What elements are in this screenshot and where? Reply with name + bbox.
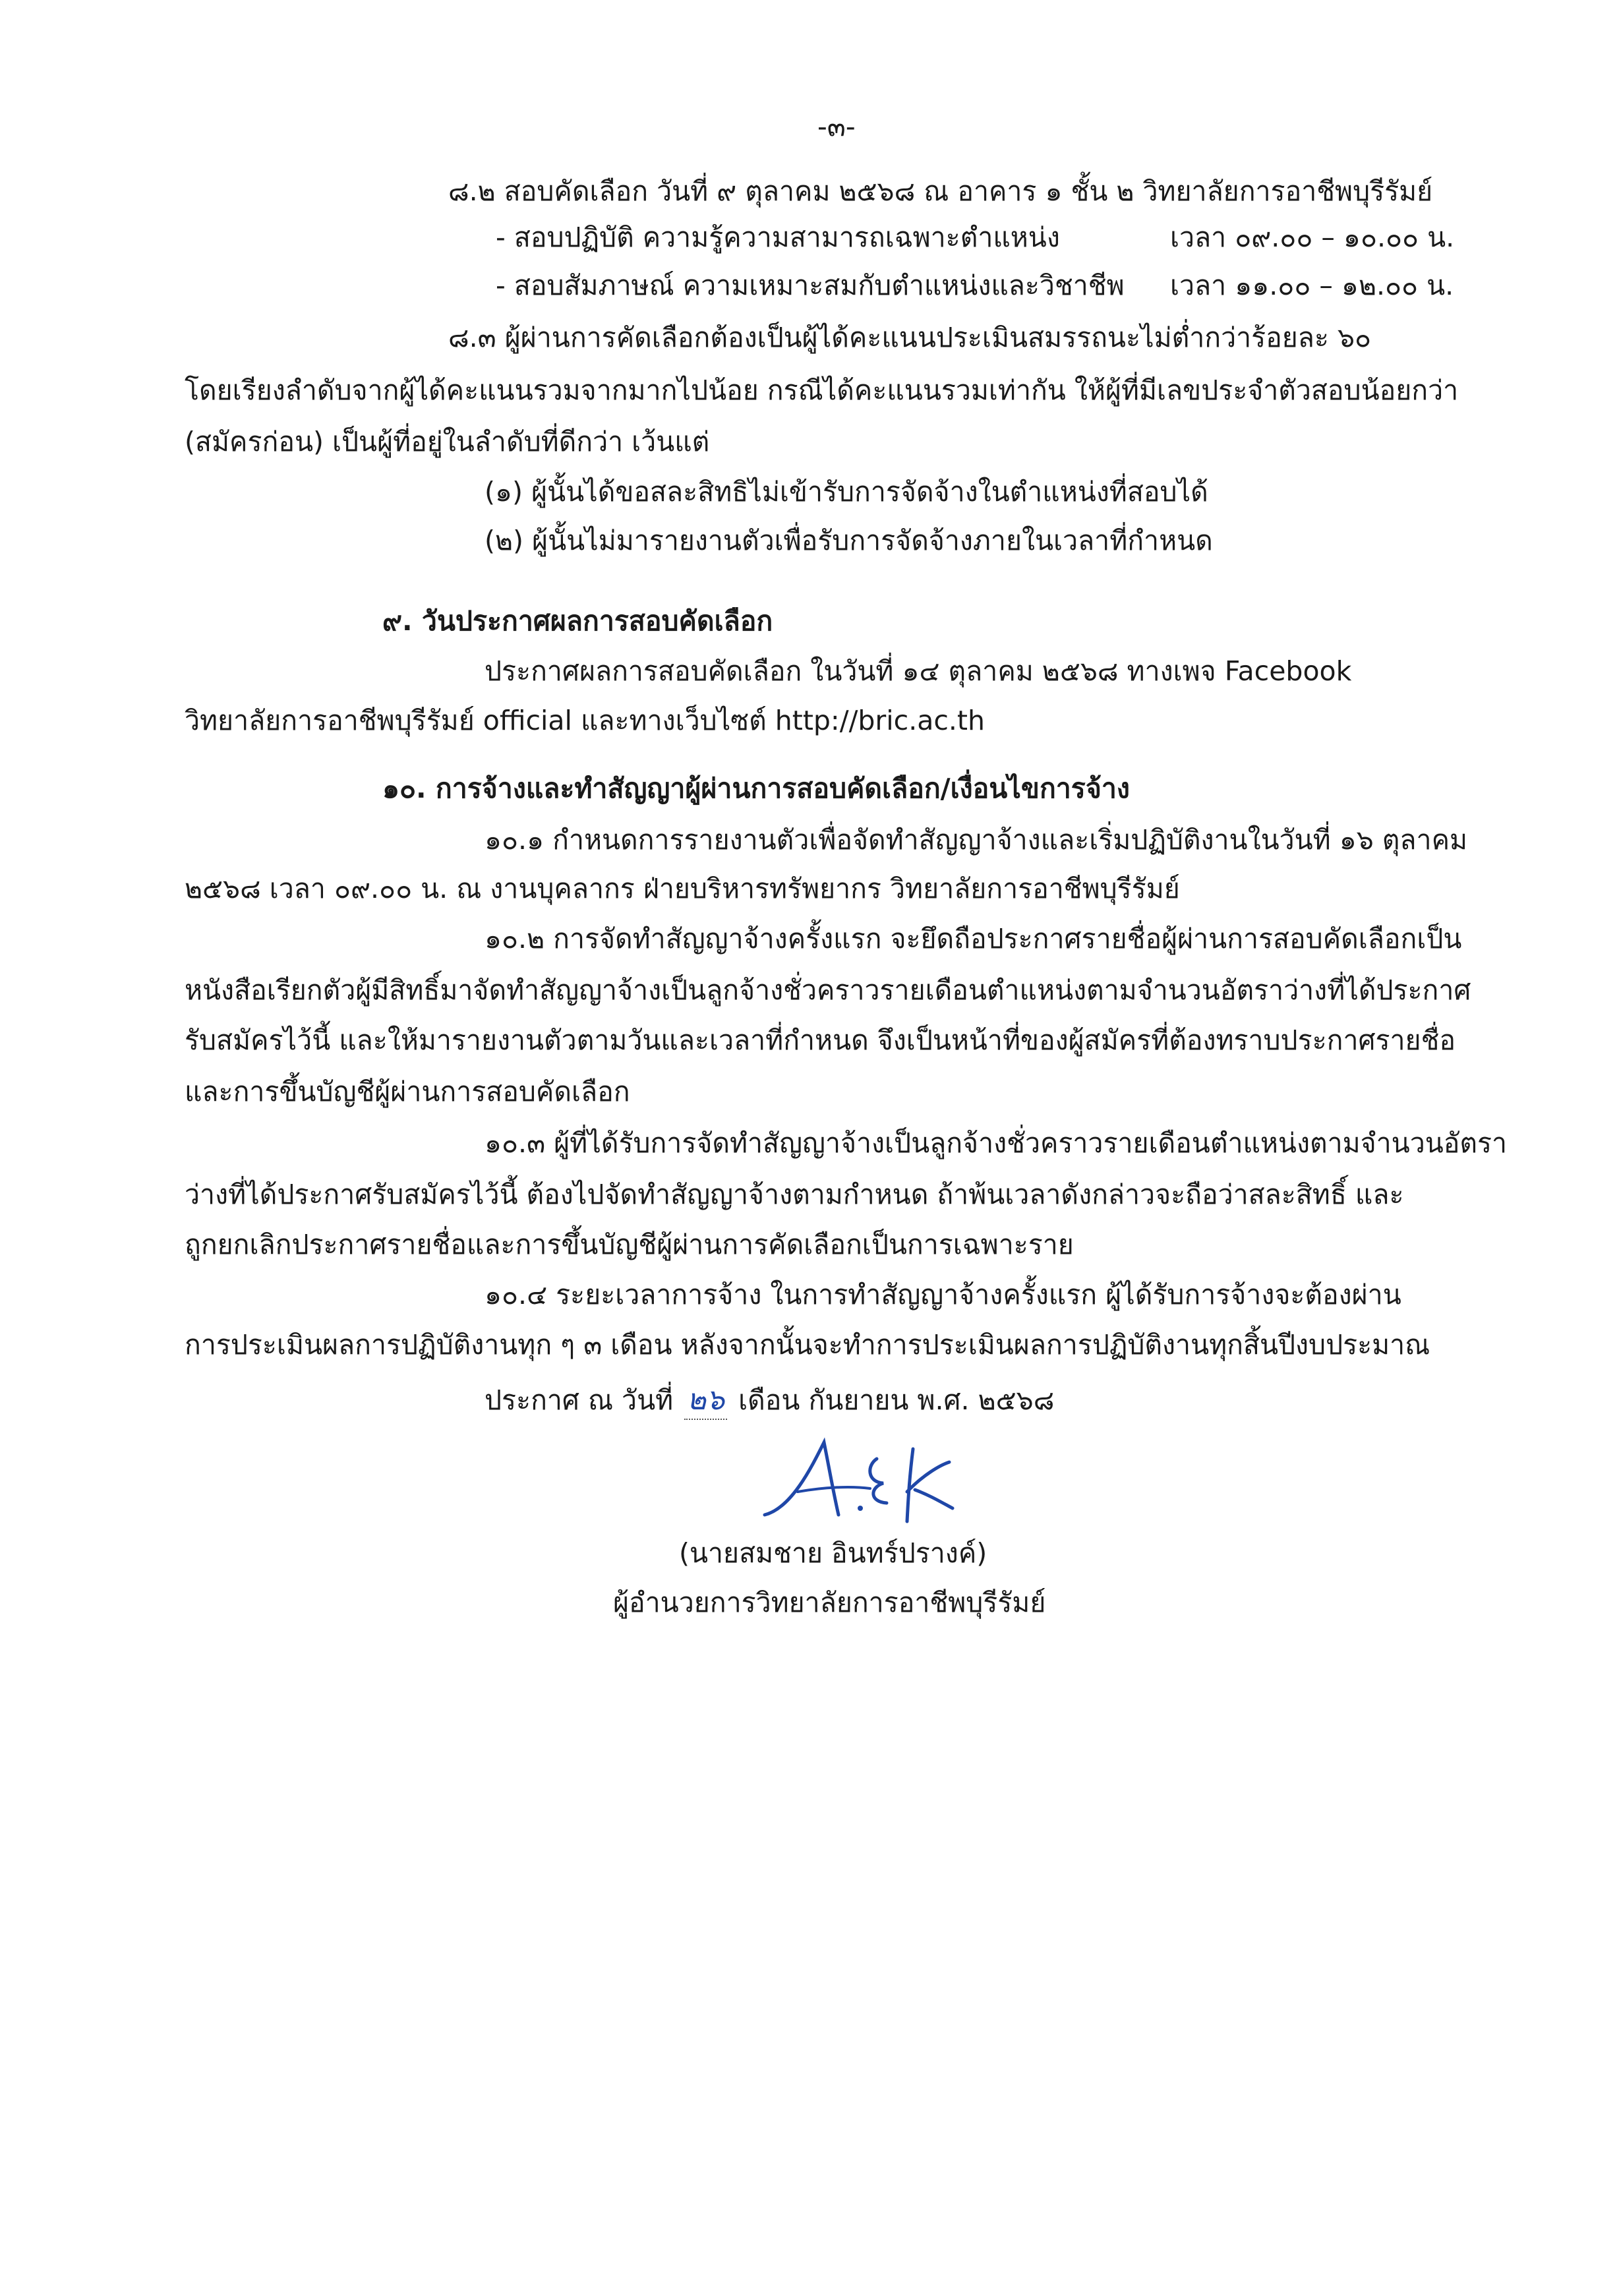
section-10-2-line4: และการขึ้นบัญชีผู้ผ่านการสอบคัดเลือก	[185, 1076, 630, 1107]
signature-image	[751, 1429, 976, 1541]
section-10-1-line1: ๑๐.๑ กำหนดการรายงานตัวเพื่อจัดทำสัญญาจ้างและเริ่มปฏิบัติงานในวันที่ ๑๖ ตุลาคม	[485, 824, 1468, 856]
section-9-line2: วิทยาลัยการอาชีพบุรีรัมย์ official และทางเว็บไซต์ http://bric.ac.th	[185, 705, 985, 736]
section-10-3-line3: ถูกยกเลิกประกาศรายชื่อและการขึ้นบัญชีผู้ผ่านการคัดเลือกเป็นการเฉพาะราย	[185, 1229, 1074, 1260]
section-10-4-line2: การประเมินผลการปฏิบัติงานทุก ๆ ๓ เดือน หลังจากนั้นจะทำการประเมินผลการปฏิบัติงานทุกสิ้นปีงบประมาณ	[185, 1329, 1430, 1361]
section-8-3-item1: (๑) ผู้นั้นได้ขอสละสิทธิไม่เข้ารับการจัดจ้างในตำแหน่งที่สอบได้	[485, 476, 1208, 508]
section-10-1-line2: ๒๕๖๘ เวลา ๐๙.๐๐ น. ณ งานบุคลากร ฝ่ายบริหารทรัพยากร วิทยาลัยการอาชีพบุรีรัมย์	[185, 873, 1180, 904]
section-10-2-line2: หนังสือเรียกตัวผู้มีสิทธิ์มาจัดทำสัญญาจ้างเป็นลูกจ้างชั่วคราวรายเดือนตำแหน่งตามจำนวนอัตราว่างที่ได้ประกาศ	[185, 974, 1471, 1006]
announce-date	[485, 1382, 1054, 1420]
section-10-3-line1: ๑๐.๓ ผู้ที่ได้รับการจัดทำสัญญาจ้างเป็นลูกจ้างชั่วคราวรายเดือนตำแหน่งตามจำนวนอัตรา	[485, 1127, 1508, 1159]
section-8-3-line3: (สมัครก่อน) เป็นผู้ที่อยู่ในลำดับที่ดีกว่า เว้นแต่	[185, 426, 710, 457]
section-8-3-line1: ๘.๓ ผู้ผ่านการคัดเลือกต้องเป็นผู้ได้คะแนนประเมินสมรรถนะไม่ต่ำกว่าร้อยละ ๖๐	[448, 322, 1372, 353]
section-9-heading: ๙. วันประกาศผลการสอบคัดเลือก	[382, 605, 773, 637]
practical-exam-time: เวลา ๐๙.๐๐ – ๑๐.๐๐ น.	[1170, 221, 1455, 253]
section-9-line1: ประกาศผลการสอบคัดเลือก ในวันที่ ๑๔ ตุลาคม ๒๕๖๘ ทางเพจ Facebook	[485, 655, 1352, 687]
section-10-2-line1: ๑๐.๒ การจัดทำสัญญาจ้างครั้งแรก จะยึดถือประกาศรายชื่อผู้ผ่านการสอบคัดเลือกเป็น	[485, 923, 1462, 955]
announce-day-handwritten: ๒๖	[684, 1382, 727, 1420]
section-8-3-line2: โดยเรียงลำดับจากผู้ได้คะแนนรวมจากมากไปน้อย กรณีได้คะแนนรวมเท่ากัน ให้ผู้ที่มีเลขประจำตัวสอบน้อยกว่า	[185, 374, 1459, 406]
section-8-3-item2: (๒) ผู้นั้นไม่มารายงานตัวเพื่อรับการจัดจ้างภายในเวลาที่กำหนด	[485, 525, 1213, 556]
signer-title: ผู้อำนวยการวิทยาลัยการอาชีพบุรีรัมย์	[613, 1587, 1046, 1618]
section-8-2-line: ๘.๒ สอบคัดเลือก วันที่ ๙ ตุลาคม ๒๕๖๘ ณ อาคาร ๑ ชั้น ๒ วิทยาลัยการอาชีพบุรีรัมย์	[448, 175, 1433, 207]
announce-prefix: ประกาศ ณ วันที่	[485, 1384, 674, 1416]
interview-exam-label: - สอบสัมภาษณ์ ความเหมาะสมกับตำแหน่งและวิชาชีพ	[496, 270, 1125, 301]
section-10-4-line1: ๑๐.๔ ระยะเวลาการจ้าง ในการทำสัญญาจ้างครั้งแรก ผู้ได้รับการจ้างจะต้องผ่าน	[485, 1279, 1401, 1310]
section-10-heading: ๑๐. การจ้างและทำสัญญาผู้ผ่านการสอบคัดเลือก/เงื่อนไขการจ้าง	[382, 773, 1130, 804]
section-10-2-line3: รับสมัครไว้นี้ และให้มารายงานตัวตามวันและเวลาที่กำหนด จึงเป็นหน้าที่ของผู้สมัครที่ต้องทราบประกาศรายชื่อ	[185, 1024, 1456, 1056]
announce-suffix: เดือน กันยายน พ.ศ. ๒๕๖๘	[738, 1384, 1055, 1416]
interview-exam-time: เวลา ๑๑.๐๐ – ๑๒.๐๐ น.	[1170, 270, 1454, 301]
page-number: -๓-	[817, 111, 856, 142]
practical-exam-label: - สอบปฏิบัติ ความรู้ความสามารถเฉพาะตำแหน่ง	[496, 221, 1060, 253]
signer-name: (นายสมชาย อินทร์ปรางค์)	[679, 1537, 987, 1569]
section-10-3-line2: ว่างที่ได้ประกาศรับสมัครไว้นี้ ต้องไปจัดทำสัญญาจ้างตามกำหนด ถ้าพ้นเวลาดังกล่าวจะถือว่าสละสิทธิ์ และ	[185, 1179, 1404, 1210]
